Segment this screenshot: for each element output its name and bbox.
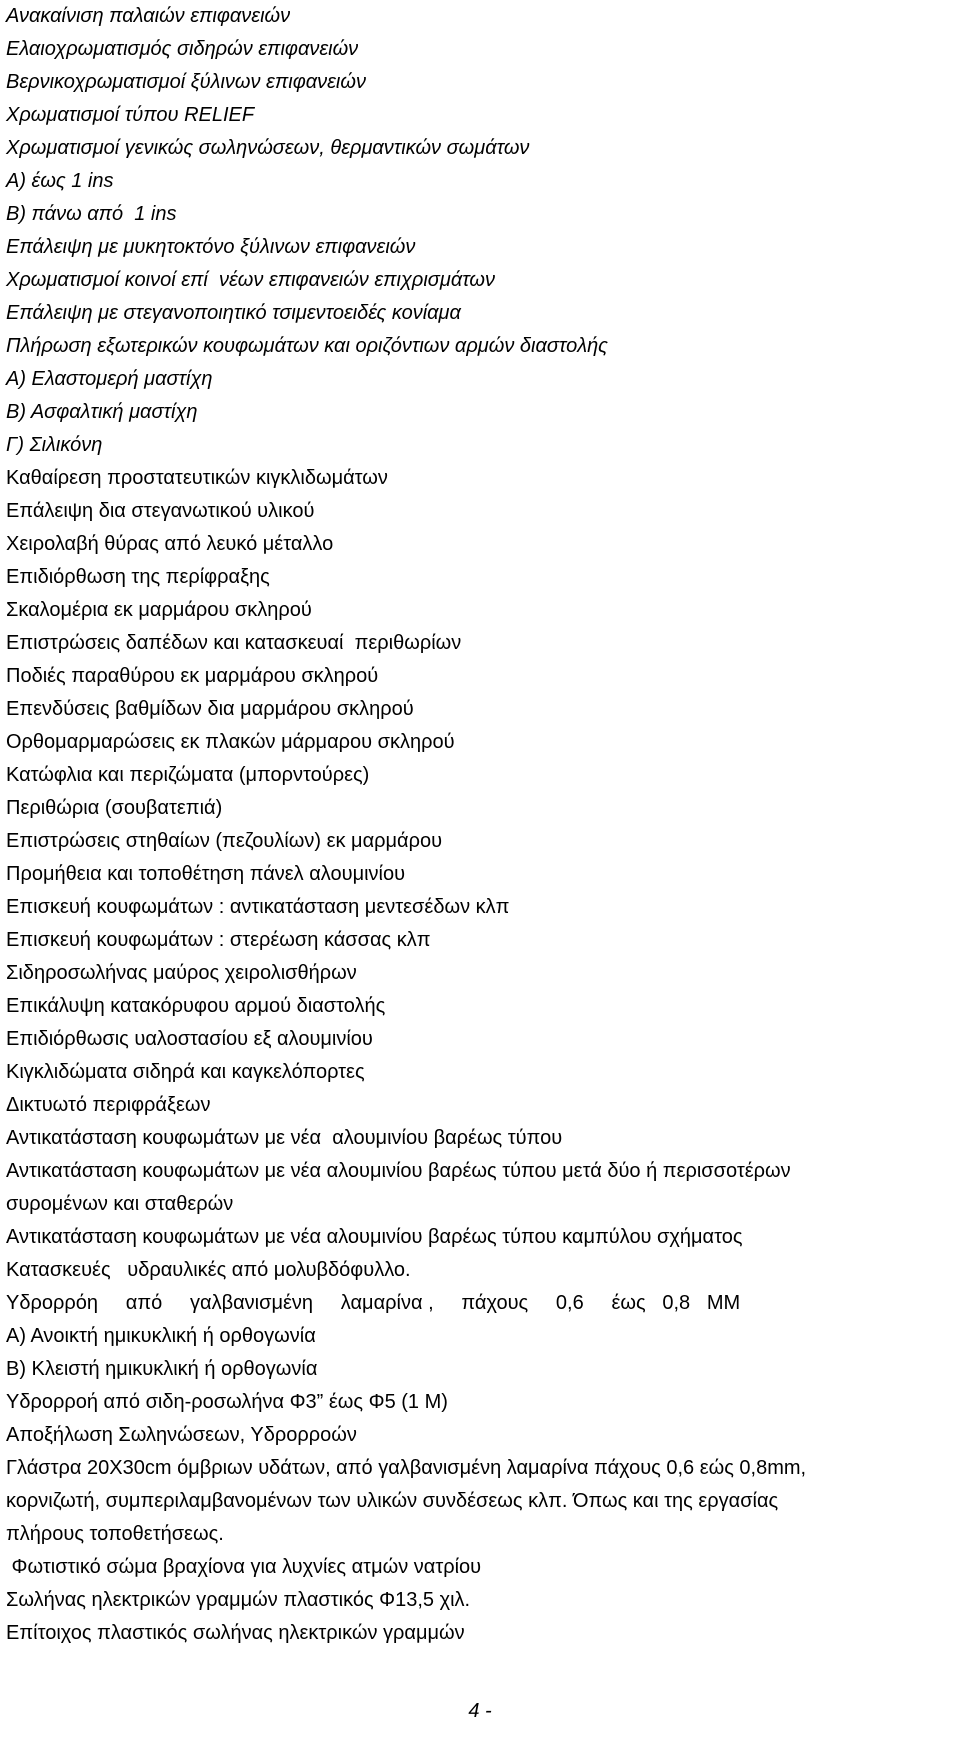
text-line: Δικτυωτό περιφράξεων	[6, 1094, 211, 1116]
text-line: Κατώφλια και περιζώματα (μπορντούρες)	[6, 764, 370, 786]
page-number: 4 -	[468, 1700, 492, 1722]
text-line: Επικάλυψη κατακόρυφου αρμού διαστολής	[6, 995, 386, 1017]
text-line: Περιθώρια (σουβατεπιά)	[6, 797, 223, 819]
text-line: Αντικατάσταση κουφωμάτων με νέα αλουμινίου βαρέως τύπου καμπύλου σχήματος	[6, 1226, 743, 1248]
text-line: Α) έως 1 ins	[6, 170, 114, 192]
text-line: Ποδιές παραθύρου εκ μαρμάρου σκληρού	[6, 665, 379, 687]
text-line: Γ) Σιλικόνη	[6, 434, 103, 456]
text-line: Γλάστρα 20Χ30cm όμβριων υδάτων, από γαλβανισμένη λαμαρίνα πάχους 0,6 εώς 0,8mm,	[6, 1457, 807, 1479]
text-line: Β) Ασφαλτική μαστίχη	[6, 401, 198, 423]
text-line: Χειρολαβή θύρας από λευκό μέταλλο	[6, 533, 334, 555]
text-line: Επιστρώσεις στηθαίων (πεζουλίων) εκ μαρμάρου	[6, 830, 443, 852]
text-line: Α) Ανοικτή ημικυκλική ή ορθογωνία	[6, 1325, 316, 1347]
text-line: Επάλειψη με μυκητοκτόνο ξύλινων επιφανειών	[6, 236, 416, 258]
text-line: Ελαιοχρωματισμός σιδηρών επιφανειών	[6, 38, 359, 60]
text-line: Β) πάνω από 1 ins	[6, 203, 177, 225]
text-line: Ορθομαρμαρώσεις εκ πλακών μάρμαρου σκληρού	[6, 731, 455, 753]
text-line: Β) Κλειστή ημικυκλική ή ορθογωνία	[6, 1358, 318, 1380]
text-line: Χρωματισμοί γενικώς σωληνώσεων, θερμαντικών σωμάτων	[6, 137, 530, 159]
text-line: Κατασκευές υδραυλικές από μολυβδόφυλλο.	[6, 1259, 411, 1281]
text-line: Επιδιόρθωση της περίφραξης	[6, 566, 270, 588]
text-line: Αντικατάσταση κουφωμάτων με νέα αλουμινίου βαρέως τύπου	[6, 1127, 563, 1149]
text-line: Καθαίρεση προστατευτικών κιγκλιδωμάτων	[6, 467, 388, 489]
text-line: κορνιζωτή, συμπεριλαμβανομένων των υλικών συνδέσεως κλπ. Όπως και της εργασίας	[6, 1490, 779, 1512]
text-line: πλήρους τοποθετήσεως.	[6, 1523, 224, 1545]
text-line: Υδρορρόη από γαλβανισμένη λαμαρίνα , πάχους 0,6 έως 0,8 ΜΜ	[6, 1292, 741, 1314]
text-line: Επισκευή κουφωμάτων : αντικατάσταση μεντεσέδων κλπ	[6, 896, 510, 918]
text-line: Επάλειψη με στεγανοποιητικό τσιμεντοειδές κονίαμα	[6, 302, 461, 324]
text-line: Σωλήνας ηλεκτρικών γραμμών πλαστικός Φ13,5 χιλ.	[6, 1589, 471, 1611]
text-line: Χρωματισμοί τύπου RELIEF	[6, 104, 255, 126]
text-line: Επάλειψη δια στεγανωτικού υλικού	[6, 500, 315, 522]
text-line: Επιδιόρθωσις υαλοστασίου εξ αλουμινίου	[6, 1028, 373, 1050]
text-line: Φωτιστικό σώμα βραχίονα για λυχνίες ατμών νατρίου	[6, 1556, 482, 1578]
text-line: Επίτοιχος πλαστικός σωλήνας ηλεκτρικών γραμμών	[6, 1622, 465, 1644]
text-line: Επισκευή κουφωμάτων : στερέωση κάσσας κλπ	[6, 929, 431, 951]
text-line: Υδρορροή από σιδη-ροσωλήνα Φ3” έως Φ5 (1 Μ)	[6, 1391, 448, 1413]
text-line: Προμήθεια και τοποθέτηση πάνελ αλουμινίου	[6, 863, 406, 885]
text-line: Επενδύσεις βαθμίδων δια μαρμάρου σκληρού	[6, 698, 414, 720]
text-line: Α) Ελαστομερή μαστίχη	[6, 368, 213, 390]
text-line: Αποξήλωση Σωληνώσεων, Υδρορροών	[6, 1424, 357, 1446]
text-line: Πλήρωση εξωτερικών κουφωμάτων και οριζόντιων αρμών διαστολής	[6, 335, 608, 357]
text-line: Ανακαίνιση παλαιών επιφανειών	[6, 5, 291, 27]
text-line: Σκαλομέρια εκ μαρμάρου σκληρού	[6, 599, 312, 621]
text-line: Βερνικοχρωματισμοί ξύλινων επιφανειών	[6, 71, 366, 93]
text-line: Χρωματισμοί κοινοί επί νέων επιφανειών επιχρισμάτων	[6, 269, 496, 291]
text-line: Σιδηροσωλήνας μαύρος χειρολισθήρων	[6, 962, 357, 984]
text-line: Αντικατάσταση κουφωμάτων με νέα αλουμινίου βαρέως τύπου μετά δύο ή περισσοτέρων	[6, 1160, 791, 1182]
text-line: Κιγκλιδώματα σιδηρά και καγκελόπορτες	[6, 1061, 365, 1083]
text-line: συρομένων και σταθερών	[6, 1193, 234, 1215]
document-body	[6, 0, 954, 1650]
text-line: Επιστρώσεις δαπέδων και κατασκευαί περιθωρίων	[6, 632, 462, 654]
